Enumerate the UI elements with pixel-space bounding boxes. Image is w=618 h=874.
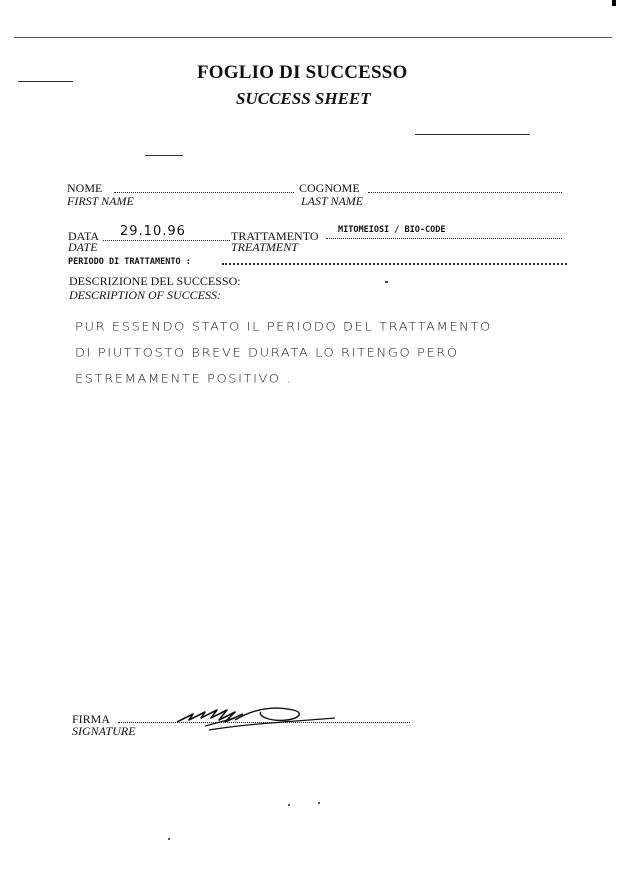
description-label: DESCRIZIONE DEL SUCCESSO: — [69, 274, 241, 288]
description-label-en: DESCRIPTION OF SUCCESS: — [69, 288, 221, 302]
period-label: PERIODO DI TRATTAMENTO : — [68, 257, 191, 267]
description-line-3: ESTREMAMENTE POSITIVO . — [75, 373, 293, 386]
scan-line-left — [18, 81, 73, 82]
treatment-label-en: TREATMENT — [231, 240, 298, 254]
description-line-1: PUR ESSENDO STATO IL PERIODO DEL TRATTAMENTO — [75, 321, 492, 334]
last-name-label-en: LAST NAME — [301, 194, 364, 208]
scan-dot — [318, 802, 320, 804]
first-name-field[interactable] — [114, 192, 294, 193]
treatment-field[interactable] — [326, 238, 562, 239]
scan-dot — [168, 838, 170, 840]
signature-label: FIRMA — [72, 712, 111, 726]
signature-scribble — [175, 700, 345, 736]
first-name-label-en: FIRST NAME — [67, 194, 134, 208]
date-field[interactable] — [103, 240, 230, 241]
scan-dot — [385, 281, 388, 283]
date-label-en: DATE — [68, 240, 98, 254]
page-title: FOGLIO DI SUCCESSO — [197, 62, 408, 83]
period-field[interactable] — [222, 263, 567, 265]
treatment-label: TRATTAMENTO — [231, 229, 319, 243]
scan-line-right — [415, 134, 530, 135]
signature-label-en: SIGNATURE — [72, 724, 136, 738]
treatment-value: MITOMEIOSI / BIO-CODE — [338, 225, 446, 235]
date-label: DATA — [68, 229, 100, 243]
last-name-field[interactable] — [368, 192, 562, 193]
page-subtitle: SUCCESS SHEET — [236, 89, 371, 108]
description-line-2: DI PIUTTOSTO BREVE DURATA LO RITENGO PERÒ — [75, 347, 459, 360]
scan-line-top — [14, 37, 612, 38]
date-value: 29.10.96 — [120, 224, 186, 239]
last-name-label: COGNOME — [299, 181, 360, 195]
first-name-label: NOME — [67, 181, 103, 195]
scan-dot — [288, 804, 290, 806]
scan-mark — [612, 0, 616, 6]
scan-line-mid — [145, 155, 183, 156]
